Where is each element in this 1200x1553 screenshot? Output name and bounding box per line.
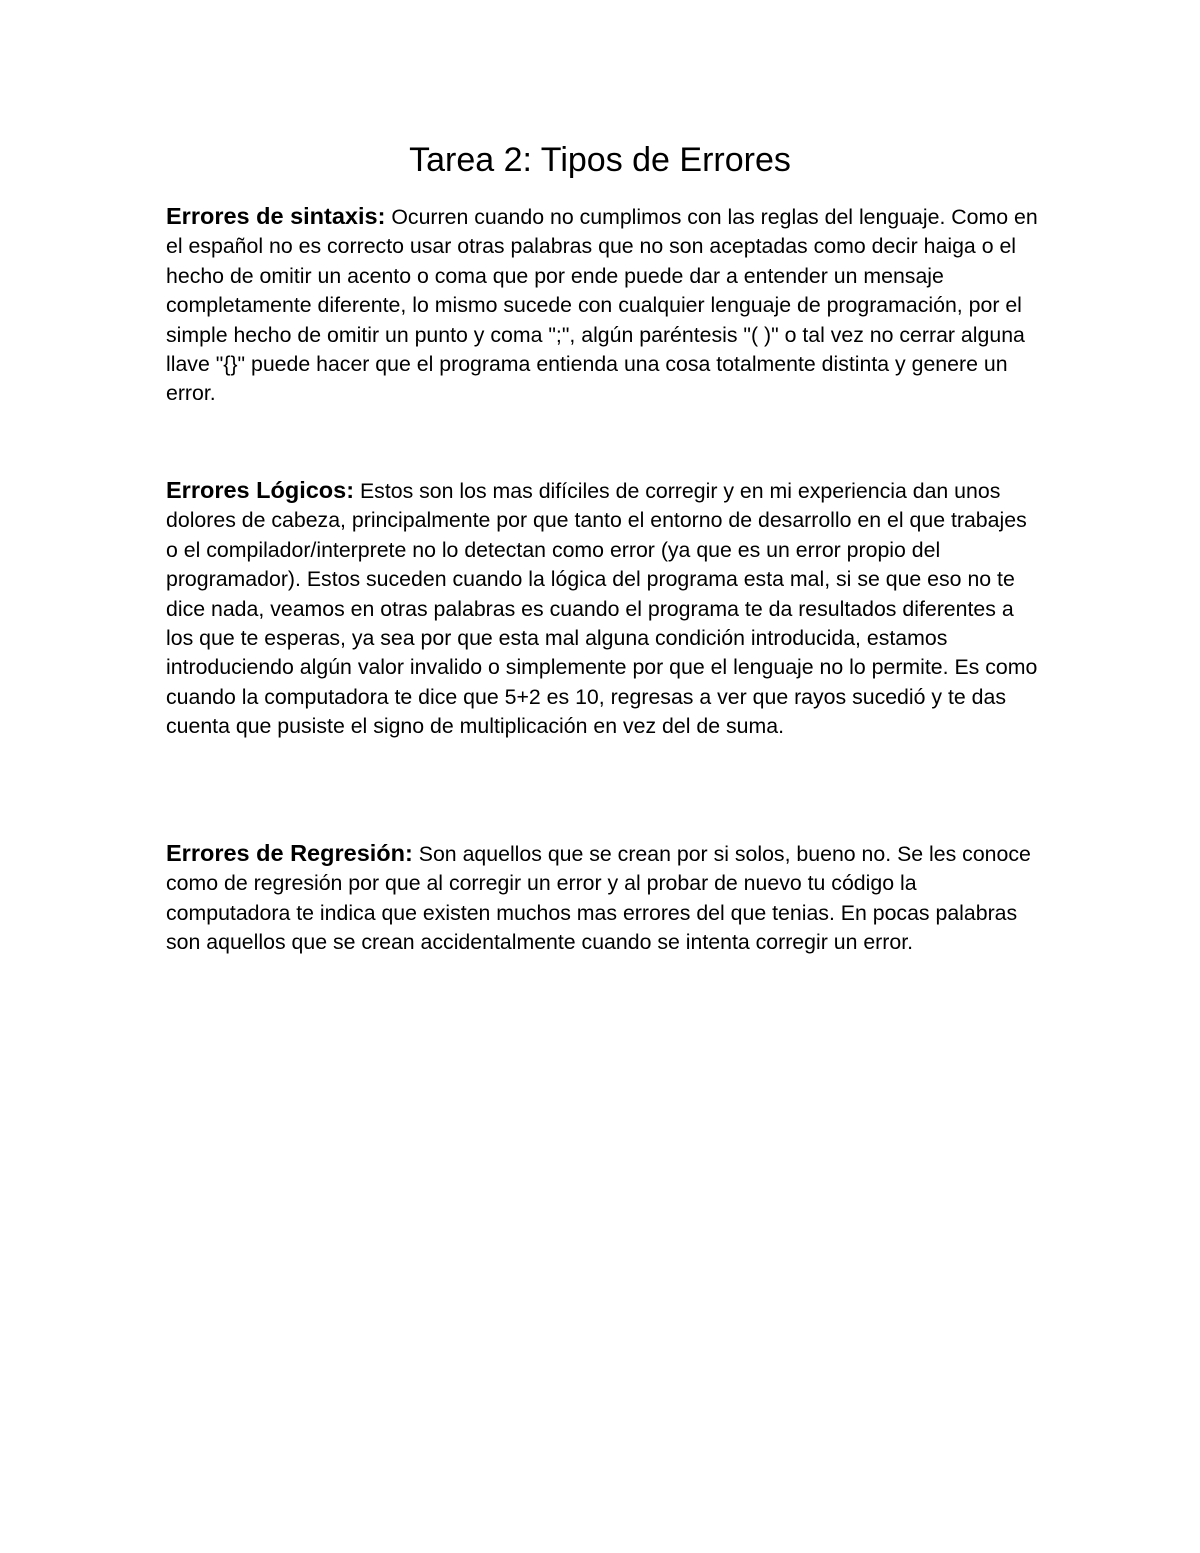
section-body: Son aquellos que se crean por si solos, bueno no. Se les conoce como de regresión por que al corregir un error y al probar de nuevo tu código la computadora te indica que existen muchos mas errores del que tenias. En pocas palabras son aquellos que se crean accidentalmente cuando se intenta corregir un error. xyxy=(166,842,1031,955)
section-sintaxis xyxy=(166,202,1038,409)
section-heading: Errores de Regresión: xyxy=(166,840,413,866)
section-heading: Errores Lógicos: xyxy=(166,477,355,503)
section-logicos xyxy=(166,476,1038,742)
section-body: Ocurren cuando no cumplimos con las reglas del lenguaje. Como en el español no es correcto usar otras palabras que no son aceptadas como decir haiga o el hecho de omitir un acento o coma que por ende puede dar a entender un mensaje completamente diferente, lo mismo sucede con cualquier lenguaje de programación, por el simple hecho de omitir un punto y coma ";", algún paréntesis "( )" o tal vez no cerrar alguna llave "{}" puede hacer que el programa entienda una cosa totalmente distinta y genere un error. xyxy=(166,205,1038,406)
section-heading: Errores de sintaxis: xyxy=(166,203,386,229)
document-title: Tarea 2: Tipos de Errores xyxy=(409,141,791,179)
section-body: Estos son los mas difíciles de corregir y en mi experiencia dan unos dolores de cabeza, principalmente por que tanto el entorno de desarrollo en el que trabajes o el compilador/interprete no lo detectan como error (ya que es un error propio del programador). Estos suceden cuando la lógica del programa esta mal, si se que eso no te dice nada, veamos en otras palabras es cuando el programa te da resultados diferentes a los que te esperas, ya sea por que esta mal alguna condición introducida, estamos introduciendo algún valor invalido o simplemente por que el lenguaje no lo permite. Es como cuando la computadora te dice que 5+2 es 10, regresas a ver que rayos sucedió y te das cuenta que pusiste el signo de multiplicación en vez del de suma. xyxy=(166,479,1038,739)
section-regresion xyxy=(166,839,1038,958)
